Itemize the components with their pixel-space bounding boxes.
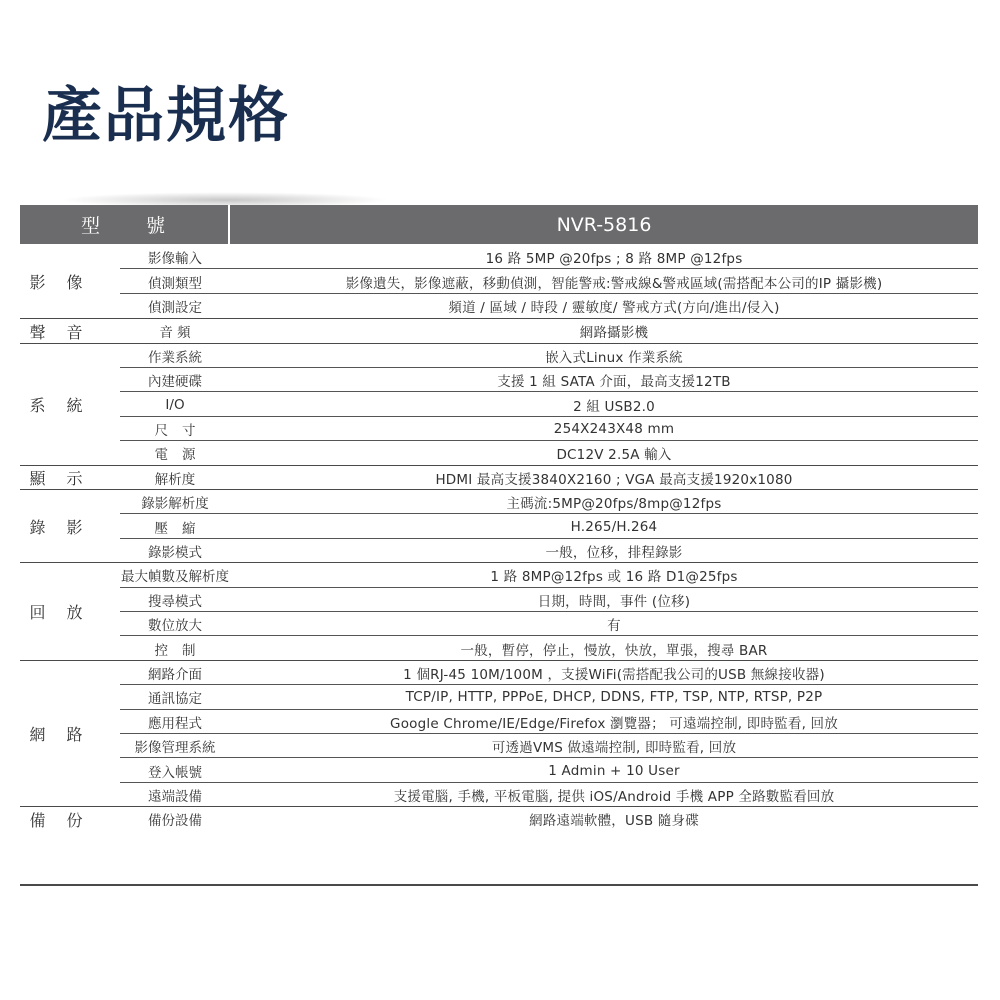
spec-value: 嵌入式Linux 作業系統 (545, 349, 683, 366)
spec-value: 254X243X48 mm (553, 420, 675, 437)
spec-label: 壓縮 (154, 520, 210, 537)
spec-row (100, 539, 978, 563)
spec-row (100, 368, 978, 392)
spec-label: 搜尋模式 (148, 593, 202, 610)
spec-label: 偵測設定 (148, 299, 202, 316)
model-label-char-1: 型 (80, 215, 102, 237)
page-title: 產品規格 (42, 81, 290, 151)
spec-label: 網路介面 (148, 666, 202, 683)
spec-category: 顯 示 (29, 469, 91, 489)
spec-category: 聲 音 (29, 322, 91, 342)
spec-row (100, 636, 978, 660)
spec-label: I/O (165, 396, 185, 413)
model-label-char-2: 號 (146, 215, 168, 237)
spec-value: 網路遠端軟體，USB 隨身碟 (529, 813, 699, 830)
spec-label: 影像輸入 (148, 251, 202, 268)
spec-row (100, 514, 978, 538)
model-label (20, 205, 228, 244)
spec-row (100, 441, 978, 465)
spec-value: 1 Admin + 10 User (548, 762, 680, 779)
spec-value: 1 個RJ-45 10M/100M ，支援WiFi(需搭配我公司的USB 無線接收器) (403, 666, 825, 683)
spec-group (20, 245, 978, 318)
spec-value: 可透過VMS 做遠端控制, 即時監看, 回放 (491, 740, 737, 757)
spec-value: 支援 1 組 SATA 介面，最高支援12TB (497, 374, 731, 391)
spec-group (20, 562, 978, 661)
spec-value: 頻道 / 區域 / 時段 / 靈敏度/ 警戒方式(方向/進出/侵入) (448, 299, 780, 316)
spec-value: 一般，位移，排程錄影 (545, 544, 683, 561)
spec-label: 尺寸 (154, 422, 210, 439)
spec-label: 應用程式 (148, 715, 202, 732)
spec-label: 數位放大 (148, 618, 202, 635)
spec-category: 備 份 (29, 810, 91, 830)
spec-category: 回 放 (29, 603, 91, 623)
spec-label: 電源 (154, 447, 210, 464)
spec-label: 遠端設備 (148, 788, 202, 805)
spec-row (100, 269, 978, 293)
spec-group (20, 489, 978, 563)
spec-label: 控制 (154, 642, 210, 659)
spec-row (100, 245, 978, 269)
spec-label: 通訊協定 (148, 691, 202, 708)
spec-label: 作業系統 (148, 349, 202, 366)
spec-row (100, 344, 978, 368)
spec-label: 錄影解析度 (141, 496, 209, 513)
spec-category: 系 統 (29, 396, 91, 416)
spec-category: 影 像 (29, 273, 91, 293)
spec-value: 16 路 5MP @20fps ; 8 路 8MP @12fps (485, 251, 743, 268)
spec-label: 影像管理系統 (134, 740, 216, 757)
table-bottom-rule (20, 884, 978, 886)
spec-value: DC12V 2.5A 輸入 (556, 447, 672, 464)
spec-row (100, 563, 978, 587)
spec-group (20, 343, 978, 466)
spec-label: 偵測類型 (148, 275, 202, 292)
spec-value: Google Chrome/IE/Edge/Firefox 瀏覽器； 可遠端控制, 即時監看, 回放 (390, 715, 838, 732)
spec-category: 網 路 (29, 725, 91, 745)
spec-value: 有 (607, 618, 621, 635)
spec-label: 錄影模式 (148, 544, 202, 561)
spec-row (100, 710, 978, 734)
spec-label: 登入帳號 (148, 764, 202, 781)
spec-row (100, 734, 978, 758)
spec-value: TCP/IP, HTTP, PPPoE, DHCP, DDNS, FTP, TSP, NTP, RTSP, P2P (405, 689, 823, 706)
spec-table-header (20, 205, 978, 244)
model-value: NVR-5816 (556, 213, 652, 236)
spec-value: 支援電腦, 手機, 平板電腦, 提供 iOS/Android 手機 APP 全路數監看回放 (393, 788, 835, 805)
spec-label: 最大幀數及解析度 (121, 569, 229, 586)
spec-value: 2 組 USB2.0 (573, 398, 655, 415)
spec-label: 解析度 (154, 471, 196, 488)
spec-row (100, 466, 978, 490)
spec-group (20, 318, 978, 343)
spec-row (100, 783, 978, 807)
spec-row (100, 588, 978, 612)
spec-value: 主碼流:5MP@20fps/8mp@12fps (506, 496, 722, 513)
spec-row (100, 417, 978, 441)
spec-group (20, 465, 978, 490)
spec-row (100, 685, 978, 709)
spec-label: 備份設備 (148, 813, 202, 830)
spec-row (100, 392, 978, 416)
spec-value: 網路攝影機 (579, 325, 649, 342)
spec-group (20, 806, 978, 831)
spec-category: 錄 影 (29, 518, 91, 538)
spec-row (100, 319, 978, 343)
spec-row (100, 294, 978, 318)
spec-value: 一般，暫停，停止，慢放，快放，單張，搜尋 BAR (460, 642, 768, 659)
spec-row (100, 490, 978, 514)
spec-value: 日期，時間，事件 (位移) (537, 593, 691, 610)
spec-group (20, 660, 978, 807)
spec-value: 1 路 8MP@12fps 或 16 路 D1@25fps (490, 569, 738, 586)
spec-value: HDMI 最高支援3840X2160 ; VGA 最高支援1920x1080 (435, 471, 793, 488)
spec-row (100, 612, 978, 636)
spec-row (100, 758, 978, 782)
spec-value: H.265/H.264 (570, 518, 658, 535)
spec-label: 內建硬碟 (148, 374, 202, 391)
spec-row (100, 807, 978, 831)
spec-value: 影像遺失，影像遮蔽，移動偵測，智能警戒:警戒線&警戒區域(需搭配本公司的IP 攝影機) (345, 275, 883, 292)
spec-row (100, 661, 978, 685)
spec-label: 音 頻 (159, 325, 191, 342)
